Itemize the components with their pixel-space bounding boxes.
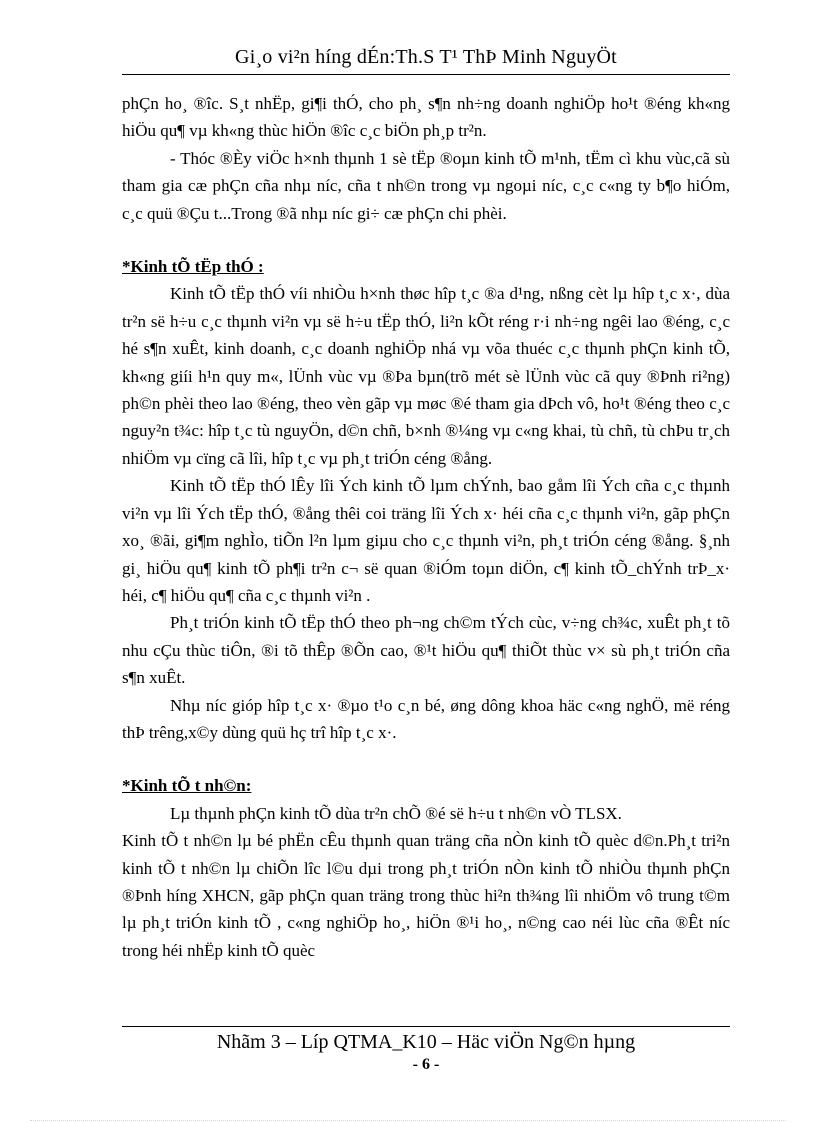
body-paragraph: Lµ thµnh phÇn kinh tÕ dùa tr²n chÕ ®é së h÷u t nh©n vÒ TLSX. (170, 803, 622, 823)
paragraph-spacer (122, 746, 730, 772)
body-paragraph: phÇn ho¸ ®îc. S¸t nhËp, gi¶i thÓ, cho ph¸ s¶n nh÷ng doanh nghiÖp ho¹t ®éng kh«ng hiÖu qu¶ vµ kh«ng thùc hiÖn ®îc c¸c biÖn ph¸p tr²n. (122, 94, 730, 141)
section-heading: *Kinh tÕ t nh©n: (122, 776, 252, 796)
paragraph-spacer (122, 227, 730, 253)
body-paragraph: Kinh tÕ tËp thÓ víi nhiÒu h×nh thøc hîp t¸c ®a d¹ng, nßng cèt lµ hîp t¸c x·, dùa tr²n së h÷u c¸c thµnh vi²n vµ së h÷u tËp thÓ, li²n kÕt réng r·i nh÷ng ngêi lao ®éng, c¸c hé s¶n xuÊt, kinh doanh, c¸c doanh nghiÖp nhá vµ võa thuéc c¸c thµnh phÇn kinh tÕ, kh«ng giíi h¹n quy m«, lÜnh vùc vµ ®Þa bµn(trõ mét sè lÜnh vùc cã quy ®Þnh ri²ng) ph©n phèi theo lao ®éng, theo vèn gãp vµ møc ®é tham gia dÞch vô, ho¹t ®éng theo c¸c nguy²n t¾c: hîp t¸c tù nguyÖn, d©n chñ, b×nh ®¼ng vµ c«ng khai, tù chñ, tù chÞu tr¸ch nhiÖm vµ cïng cã lîi, hîp t¸c vµ ph¸t triÓn céng ®ång. (122, 284, 730, 468)
footer-rule (122, 1026, 730, 1027)
section-heading: *Kinh tÕ tËp thÓ : (122, 257, 264, 277)
page-edge-divider (30, 1120, 786, 1121)
page-footer: Nhãm 3 – Líp QTMA_K10 – Häc viÖn Ng©n hµng (216, 1031, 636, 1053)
page-header: Gi¸o vi²n híng dÉn:Th.S T¹ ThÞ Minh NguyÖt (235, 46, 617, 68)
body-paragraph: Nhµ níc gióp hîp t¸c x· ®µo t¹o c¸n bé, øng dông khoa häc c«ng nghÖ, më réng thÞ trêng,x©y dùng quü hç trî hîp t¸c x·. (122, 695, 730, 742)
body-paragraph: Kinh tÕ t nh©n lµ bé phËn cÊu thµnh quan träng cña nÒn kinh tÕ quèc d©n.Ph¸t tri²n kinh tÕ t nh©n lµ chiÕn lîc l©u dµi trong ph¸t triÓn nÒn kinh tÕ nhiÒu thµnh phÇn ®Þnh híng XHCN, gãp phÇn quan träng trong thùc hi²n th¾ng lîi nhiÖm vô trung t©m lµ ph¸t triÓn kinh tÕ , c«ng nghiÖp ho¸, hiÖn ®¹i ho¸, n©ng cao néi lùc cña ®Êt níc trong héi nhËp kinh tÕ quèc (122, 831, 730, 960)
document-body (122, 90, 730, 964)
body-paragraph: Kinh tÕ tËp thÓ lÊy lîi Ých kinh tÕ lµm chÝnh, bao gåm lîi Ých cña c¸c thµnh vi²n vµ lîi Ých tËp thÓ, ®ång thêi coi träng lîi Ých x· héi cña c¸c thµnh vi²n, gãp phÇn xo¸ ®ãi, gi¶m nghÌo, tiÕn l²n lµm giµu cho c¸c thµnh vi²n, ph¸t triÓn céng ®ång. §¸nh gi¸ hiÖu qu¶ kinh tÕ ph¶i tr²n c¬ së quan ®iÓm toµn diÖn, c¶ kinh tÕ_chÝnh trÞ_x· héi, c¶ hiÖu qu¶ cña c¸c thµnh vi²n . (122, 476, 730, 605)
body-paragraph: - Thóc ®Èy viÖc h×nh thµnh 1 sè tËp ®oµn kinh tÕ m¹nh, tËm cì khu vùc,cã sù tham gia cæ phÇn cña nhµ níc, cña t nh©n trong vµ ngoµi níc, c¸c c«ng ty b¶o hiÓm, c¸c quü ®Çu t...Trong ®ã nhµ níc gi÷ cæ phÇn chi phèi. (122, 148, 730, 223)
body-paragraph: Ph¸t triÓn kinh tÕ tËp thÓ theo ph¬ng ch©m tÝch cùc, v÷ng ch¾c, xuÊt ph¸t tõ nhu cÇu thùc tiÔn, ®i tõ thÊp ®Õn cao, ®¹t hiÖu qu¶ thiÕt thùc v× sù ph¸t triÓn cña s¶n xuÊt. (122, 613, 730, 688)
page-number: - 6 - (412, 1056, 440, 1073)
header-rule (122, 74, 730, 75)
